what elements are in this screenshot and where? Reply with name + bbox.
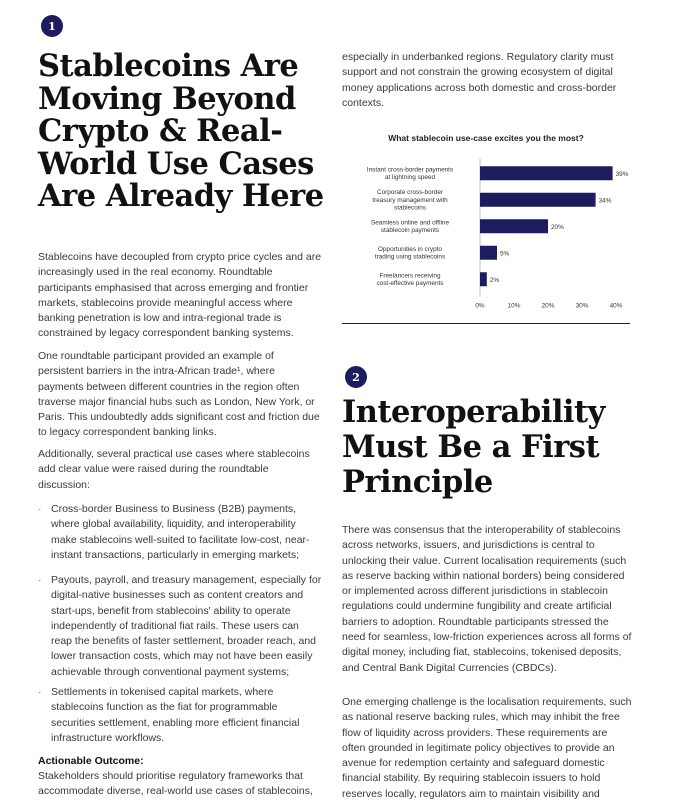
list-item (38, 573, 322, 680)
category-label: Freelancers receiving cost-effective payments (376, 272, 444, 288)
bar (480, 246, 497, 260)
chart-plot (340, 133, 632, 313)
section-title: Interoperability Must Be a First Principle (342, 394, 605, 500)
chart-title: What stablecoin use-case excites you the most? (388, 133, 584, 143)
category-label: Corporate cross-border treasury management with stablecoins (372, 189, 448, 212)
x-tick-label: 10% (507, 302, 521, 310)
paragraph: There was consensus that the interoperability of stablecoins across networks, issuers, and jurisdictions is central to unlocking their value. Current localisation requirements (such as reserve backing within national borders) being considered or implemented across different jurisdictions in stablecoin regulations could undermine fungibility and create artificial barriers to adoption. Roundtable participants stressed the need for seamless, low-friction experiences across all forms of digital money, including fiat, stablecoins, tokenised deposits, and Central Bank Digital Currencies (CBDCs). (342, 524, 632, 674)
list-item-text: Payouts, payroll, and treasury management, especially for digital-native businesses such as content creators and start-ups, benefit from stablecoins' ability to operate independently of traditional fiat rails. These users can reap the benefits of faster settlement, broader reach, and lower transaction costs, which may not have been easily achievable through conventional payment systems; (51, 574, 322, 678)
bullet-glyph: · (38, 503, 42, 515)
paragraph: especially in underbanked regions. Regulatory clarity must support and not constrain the growing ecosystem of digital money applications across both domestic and cross-border contexts. (342, 51, 617, 109)
bar (480, 219, 548, 233)
bar-chart (340, 133, 632, 313)
bullet-glyph: · (38, 686, 42, 698)
x-tick-label: 20% (541, 302, 555, 310)
bar (480, 193, 596, 207)
x-tick-label: 40% (609, 302, 623, 310)
paragraph: One emerging challenge is the localisation requirements, such as national reserve backing rules, which may inhibit the free flow of liquidity across providers. These requirements are often grounded in legitimate policy objectives to provide an avenue for redemption certainty and safeguard domestic financial stability. By requiring stablecoin issuers to hold reserves locally, regulators aim to maintain visibility and (342, 696, 632, 800)
paragraph: Additionally, several practical use cases where stablecoins add clear value were raised during the roundtable discussion: (38, 448, 310, 491)
bar (480, 166, 613, 180)
value-label: 5% (500, 250, 510, 258)
list-item (38, 502, 322, 563)
divider (342, 323, 630, 324)
value-label: 39% (615, 170, 629, 178)
value-label: 34% (598, 197, 612, 205)
value-label: 2% (489, 276, 500, 284)
list-item (38, 685, 322, 746)
category-label: Instant cross-border payments at lightning speed (366, 166, 454, 182)
list-item-text: Settlements in tokenised capital markets, where stablecoins function as the fiat for programmable securities settlement, enabling more efficient financial infrastructure workflows. (51, 686, 300, 744)
paragraph: Stablecoins have decoupled from crypto price cycles and are increasingly used in the real economy. Roundtable participants emphasised that across emerging and frontier markets, stablecoins provide meaningful access where banking penetration is low and intra-regional trade is constrained by legacy correspondent banking systems. (38, 251, 322, 340)
category-label: Seamless online and offline stablecoin payments (370, 219, 450, 235)
bar (480, 272, 487, 286)
paragraph: One roundtable participant provided an example of persistent barriers in the intra-African trade¹, where payments between different countries in the region often traverse major financial hubs such as London, New York, or Paris. This undoubtedly adds significant cost and friction due to legacy correspondent banking links. (38, 350, 320, 439)
section-title: Stablecoins Are Moving Beyond Crypto & Real-World Use Cases Are Already Here (38, 48, 324, 214)
value-label: 20% (551, 223, 564, 231)
actionable-outcome-title: Actionable Outcome: (38, 755, 144, 767)
category-label: Opportunities in crypto trading using stablecoins (374, 245, 446, 261)
bullet-glyph: · (38, 574, 42, 586)
section-number-badge: 1 (41, 15, 63, 37)
x-tick-label: 30% (575, 302, 589, 310)
list-item-text: Cross-border Business to Business (B2B) payments, where global availability, liquidity, and interoperability make stablecoins well-suited to facilitate low-cost, near-instant transactions, particularly in emerging markets; (51, 503, 310, 561)
section-number-badge: 2 (345, 366, 367, 388)
actionable-outcome-text: Stakeholders should prioritise regulatory frameworks that accommodate diverse, real-world use cases of stablecoins, (38, 770, 313, 798)
x-tick-label: 0% (475, 302, 485, 310)
